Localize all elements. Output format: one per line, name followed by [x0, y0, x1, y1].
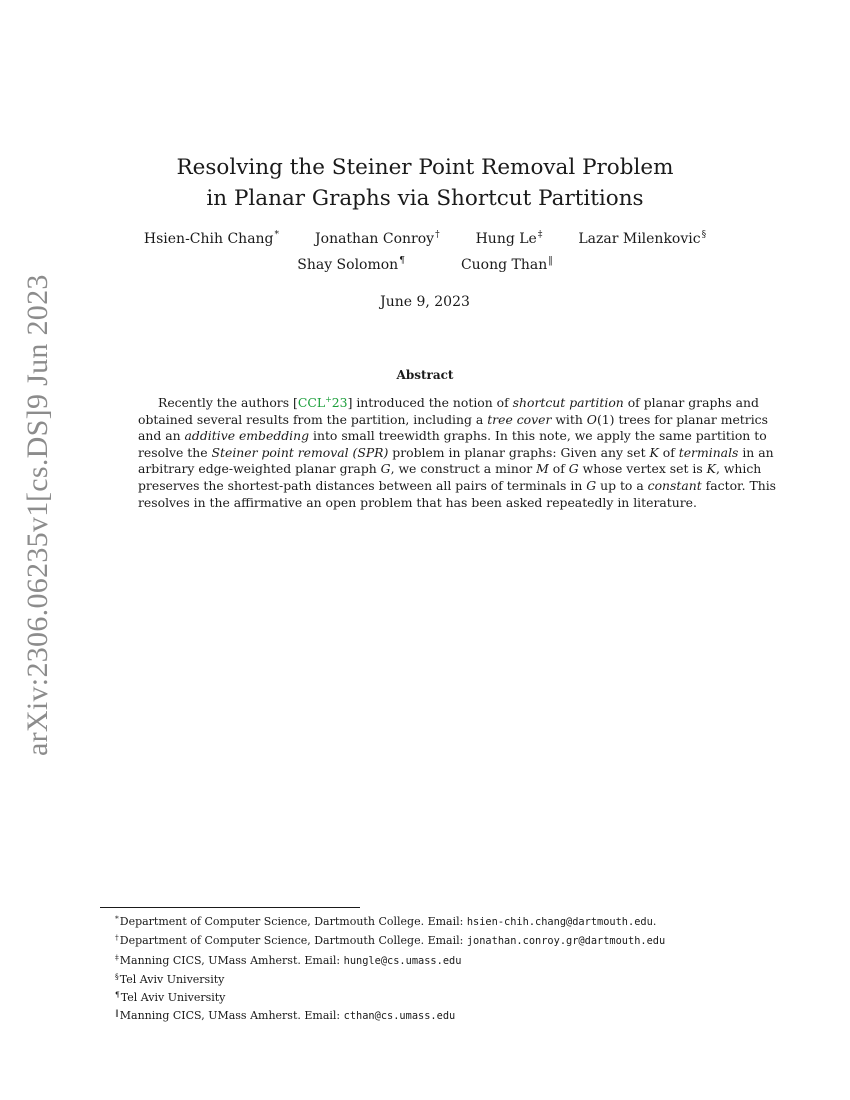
author [578, 230, 706, 247]
arxiv-id[interactable]: arXiv:2306.06235v1 [21, 501, 54, 757]
math: G [568, 461, 579, 477]
footnote-rule [100, 907, 360, 908]
math: O [586, 411, 597, 427]
author-name: Hung Le [475, 231, 537, 247]
abstract-line [138, 461, 762, 478]
abstract-line [138, 428, 767, 445]
abstract-body [138, 392, 777, 511]
emphasis: tree cover [487, 411, 552, 427]
title-line-1: Resolving the Steiner Point Removal Problem [176, 155, 674, 180]
text: of [658, 444, 679, 460]
math: G [586, 477, 597, 493]
footnote-mark: † [115, 933, 119, 943]
footnote [115, 1005, 665, 1024]
footnote-mark: ‖ [115, 1008, 119, 1018]
text: resolves in the affirmative an open problem that has been asked repeatedly in literature. [138, 494, 697, 510]
title-line-2: in Planar Graphs via Shortcut Partitions [206, 186, 644, 211]
arxiv-date: 9 Jun 2023 [21, 273, 54, 409]
footnote-text: Manning CICS, UMass Amherst. Email: [119, 1009, 344, 1023]
author [461, 256, 553, 273]
citation-year: 23 [331, 395, 348, 410]
email-link[interactable]: hungle@cs.umass.edu [343, 954, 462, 967]
arxiv-category: [cs.DS] [21, 408, 54, 502]
citation-link[interactable] [298, 395, 348, 410]
author [476, 230, 543, 247]
author-name: Jonathan Conroy [315, 231, 435, 247]
emphasis: terminals [678, 444, 739, 460]
footnote-mark: ‡ [115, 952, 119, 962]
emphasis: Steiner point removal (SPR) [211, 444, 389, 460]
footnote-mark: ¶ [115, 990, 120, 1000]
author-mark[interactable]: ‖ [548, 256, 553, 266]
citation-sup: + [325, 395, 332, 404]
abstract-line [138, 444, 774, 462]
footnote-text: Department of Computer Science, Dartmouth College. Email: [119, 934, 467, 948]
author-name: Lazar Milenkovic [578, 231, 701, 247]
email-link[interactable]: jonathan.conroy.gr@dartmouth.edu [466, 935, 666, 948]
emphasis: additive embedding [184, 428, 310, 444]
author [144, 230, 279, 247]
footnotes [115, 911, 665, 1025]
text: resolve the [138, 444, 212, 460]
abstract-line [138, 392, 759, 412]
abstract-heading: Abstract [396, 368, 454, 382]
footnote-text: Department of Computer Science, Dartmouth College. Email: [119, 915, 467, 928]
math: G [380, 461, 391, 477]
footnote [115, 969, 665, 987]
author [315, 230, 440, 247]
author-mark[interactable]: * [274, 230, 280, 240]
footnote [115, 950, 665, 969]
abstract-line [138, 477, 777, 495]
abstract-line [138, 411, 768, 429]
text: of planar graphs and [623, 395, 759, 410]
author-mark[interactable]: ‡ [537, 230, 543, 240]
author-row [0, 230, 850, 247]
author-mark[interactable]: † [435, 230, 440, 240]
author-name: Cuong Than [460, 257, 548, 273]
footnote [115, 987, 665, 1005]
text: of [548, 461, 569, 477]
footnote-text: Tel Aviv University [120, 991, 226, 1005]
text: with [551, 411, 587, 427]
footnote-tail: . [652, 915, 657, 928]
citation-text: CCL [297, 395, 326, 410]
paper-title [0, 152, 850, 214]
emphasis: constant [647, 477, 702, 493]
footnote [115, 911, 665, 930]
text: , we construct a minor [390, 461, 537, 477]
email-link[interactable]: cthan@cs.umass.edu [343, 1010, 456, 1023]
author-mark[interactable]: § [701, 230, 707, 240]
footnote-text: Manning CICS, UMass Amherst. Email: [119, 953, 344, 967]
footnote-mark: * [115, 914, 119, 923]
author-list [0, 230, 850, 273]
author-name: Shay Solomon [297, 257, 399, 273]
author [297, 256, 405, 273]
text: whose vertex set is [578, 461, 707, 477]
paper-date: June 9, 2023 [380, 294, 470, 310]
text: arbitrary edge-weighted planar graph [138, 461, 381, 477]
text: , which [715, 461, 762, 477]
author-name: Hsien-Chih Chang [143, 231, 274, 247]
emphasis: shortcut partition [512, 395, 624, 410]
footnote [115, 930, 665, 949]
text: factor. This [701, 477, 777, 493]
text: obtained several results from the partition, including a [138, 411, 488, 427]
math: K [706, 461, 716, 477]
math: K [649, 444, 659, 460]
author-mark[interactable]: ¶ [399, 256, 405, 266]
text: preserves the shortest-path distances between all pairs of terminals in [138, 477, 587, 493]
text: (1) trees for planar metrics [596, 411, 768, 427]
text: and an [138, 428, 185, 444]
abstract-line [138, 495, 713, 512]
math: M [536, 461, 549, 477]
text: ] introduced the notion of [347, 395, 513, 410]
text: problem in planar graphs: Given any set [388, 444, 650, 460]
author-row [0, 256, 850, 273]
email-link[interactable]: hsien-chih.chang@dartmouth.edu [466, 916, 653, 928]
text: in an [738, 444, 774, 460]
text: Recently the authors [ [158, 395, 298, 410]
text: into small treewidth graphs. In this note, we apply the same partition to [309, 428, 767, 444]
footnote-text: Tel Aviv University [119, 972, 225, 986]
arxiv-stamp [15, 273, 61, 757]
footnote-mark: § [115, 971, 119, 981]
text: up to a [596, 477, 648, 493]
